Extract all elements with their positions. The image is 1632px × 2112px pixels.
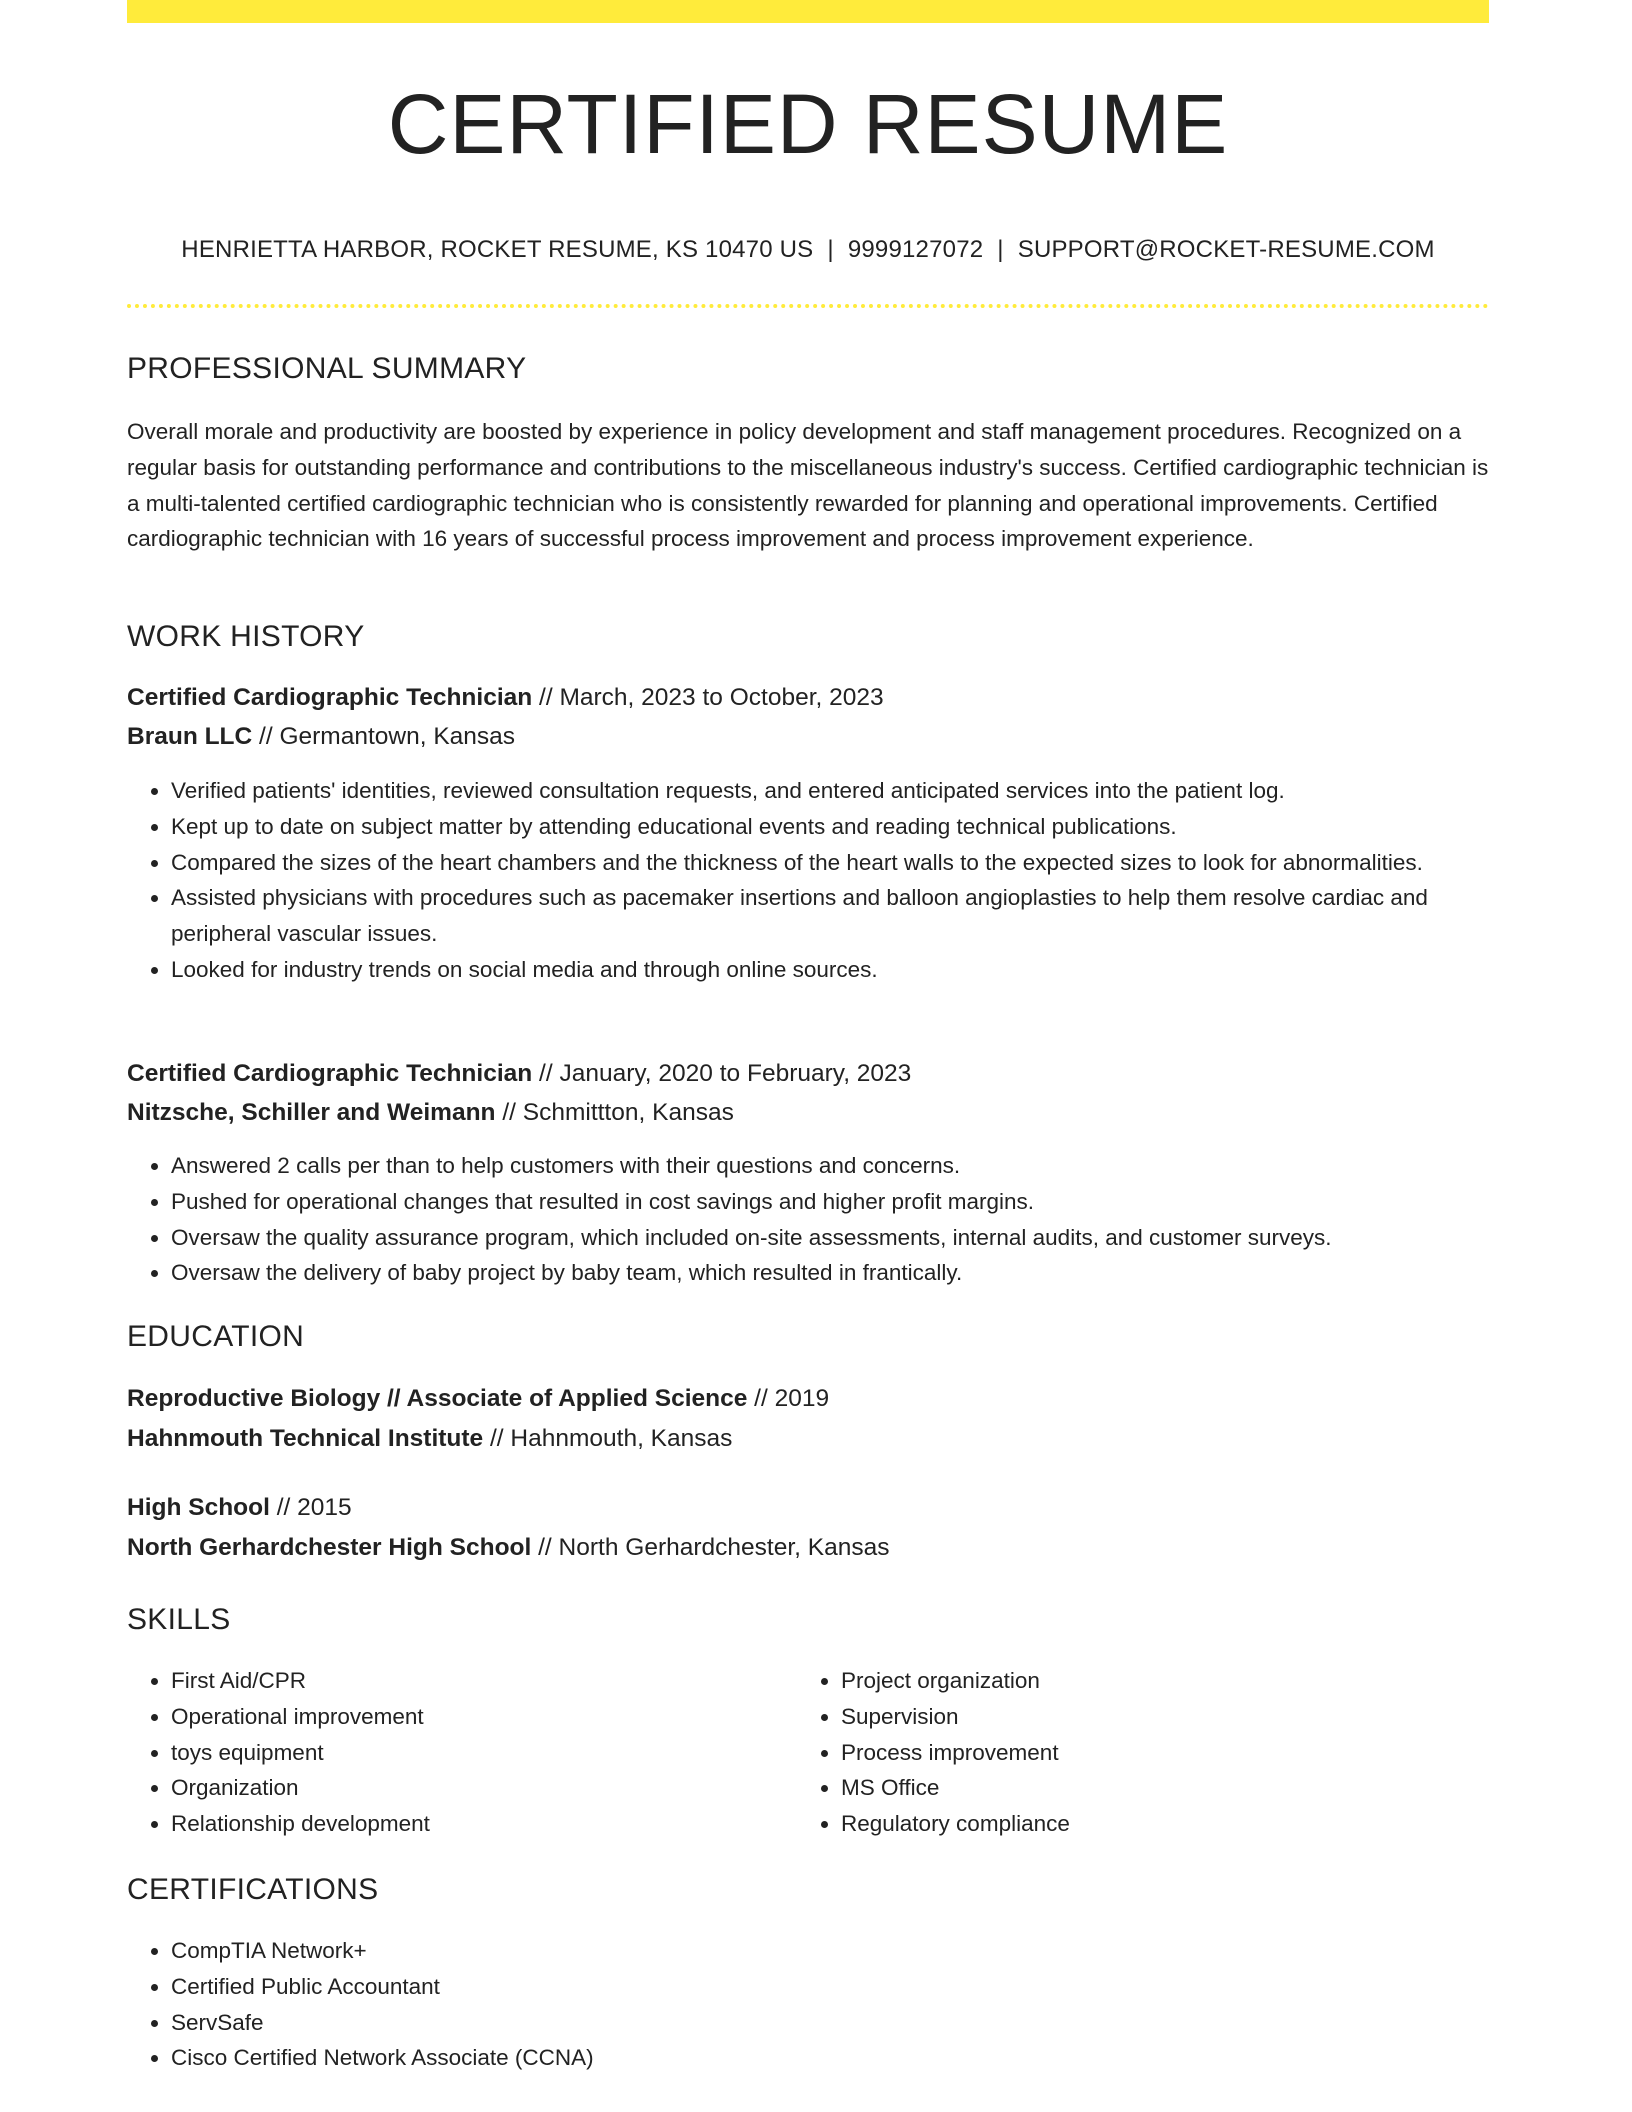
certifications-list [127,1933,1489,2076]
job-company: Nitzsche, Schiller and Weimann [127,1099,496,1126]
education-heading: EDUCATION [127,1320,305,1353]
job-location: // Germantown, Kansas [259,723,516,750]
list-item: • Kept up to date on subject matter by attending educational events and reading technical publications. [171,809,1489,845]
job-bullets [127,1148,1489,1291]
job-company-line [127,1099,734,1127]
list-item: • First Aid/CPR [171,1663,797,1699]
contact-line [127,236,1489,264]
summary-heading: PROFESSIONAL SUMMARY [127,352,527,385]
list-item: • Cisco Certified Network Associate (CCNA) [171,2040,1489,2076]
list-item: • MS Office [841,1770,1491,1806]
education-school-line [127,1425,732,1453]
skills-heading: SKILLS [127,1603,231,1636]
accent-bar [127,0,1489,23]
list-item: • Answered 2 calls per than to help customers with their questions and concerns. [171,1148,1489,1184]
job-company-line [127,723,515,751]
resume-title: CERTIFIED RESUME [387,77,1229,171]
list-item: • toys equipment [171,1735,797,1771]
skills-list-left [127,1663,797,1842]
education-location: // Hahnmouth, Kansas [489,1425,733,1452]
certifications-heading: CERTIFICATIONS [127,1873,379,1906]
education-location: // North Gerhardchester, Kansas [538,1534,890,1561]
job-location: // Schmittton, Kansas [502,1099,734,1126]
summary-text: Overall morale and productivity are boosted by experience in policy development and staff management procedures. Recognized on a regular basis for outstanding performance and contributions to the miscellaneous industry's success. Certified cardiographic technician is a multi-talented certified cardiographic technician who is consistently rewarded for planning and operational improvements. Certified cardiographic technician with 16 years of successful process improvement and process improvement experience. [127,419,1489,552]
education-degree: High School [127,1494,270,1521]
contact-separator: | [997,236,1004,263]
education-year: // 2019 [754,1385,830,1412]
list-item: • CompTIA Network+ [171,1933,1489,1969]
contact-address: HENRIETTA HARBOR, ROCKET RESUME, KS 10470 US [181,236,814,263]
work-history-heading: WORK HISTORY [127,620,365,653]
contact-phone: 9999127072 [847,236,984,263]
list-item: • Certified Public Accountant [171,1969,1489,2005]
list-item: • Looked for industry trends on social media and through online sources. [171,952,1489,988]
dotted-divider [127,304,1489,308]
contact-separator: | [827,236,834,263]
job-bullets [127,773,1489,988]
list-item: • Verified patients' identities, reviewed consultation requests, and entered anticipated services into the patient log. [171,773,1489,809]
education-degree: Reproductive Biology // Associate of Applied Science [127,1385,748,1412]
list-item: • Oversaw the delivery of baby project by baby team, which resulted in frantically. [171,1255,1489,1291]
list-item: • Relationship development [171,1806,797,1842]
job-dates: // March, 2023 to October, 2023 [539,684,884,711]
list-item: • Regulatory compliance [841,1806,1491,1842]
job-company: Braun LLC [127,723,253,750]
list-item: • Operational improvement [171,1699,797,1735]
list-item: • Pushed for operational changes that resulted in cost savings and higher profit margins. [171,1184,1489,1220]
list-item: • Process improvement [841,1735,1491,1771]
job-title-line [127,1060,911,1088]
contact-email: SUPPORT@ROCKET-RESUME.COM [1017,236,1435,263]
list-item: • Compared the sizes of the heart chambers and the thickness of the heart walls to the expected sizes to look for abnormalities. [171,845,1489,881]
list-item: • Assisted physicians with procedures such as pacemaker insertions and balloon angioplasties to help them resolve cardiac and peripheral vascular issues. [171,880,1489,952]
job-title-line [127,684,884,712]
job-title: Certified Cardiographic Technician [127,684,533,711]
list-item: • Oversaw the quality assurance program, which included on-site assessments, internal audits, and customer surveys. [171,1220,1489,1256]
skills-list-right [797,1663,1491,1842]
education-degree-line [127,1385,829,1413]
education-degree-line [127,1494,352,1522]
job-title: Certified Cardiographic Technician [127,1060,533,1087]
education-year: // 2015 [276,1494,352,1521]
education-school: Hahnmouth Technical Institute [127,1425,484,1452]
list-item: • Supervision [841,1699,1491,1735]
education-school: North Gerhardchester High School [127,1534,532,1561]
list-item: • ServSafe [171,2005,1489,2041]
job-dates: // January, 2020 to February, 2023 [539,1060,912,1087]
education-school-line [127,1534,889,1562]
list-item: • Organization [171,1770,797,1806]
list-item: • Project organization [841,1663,1491,1699]
